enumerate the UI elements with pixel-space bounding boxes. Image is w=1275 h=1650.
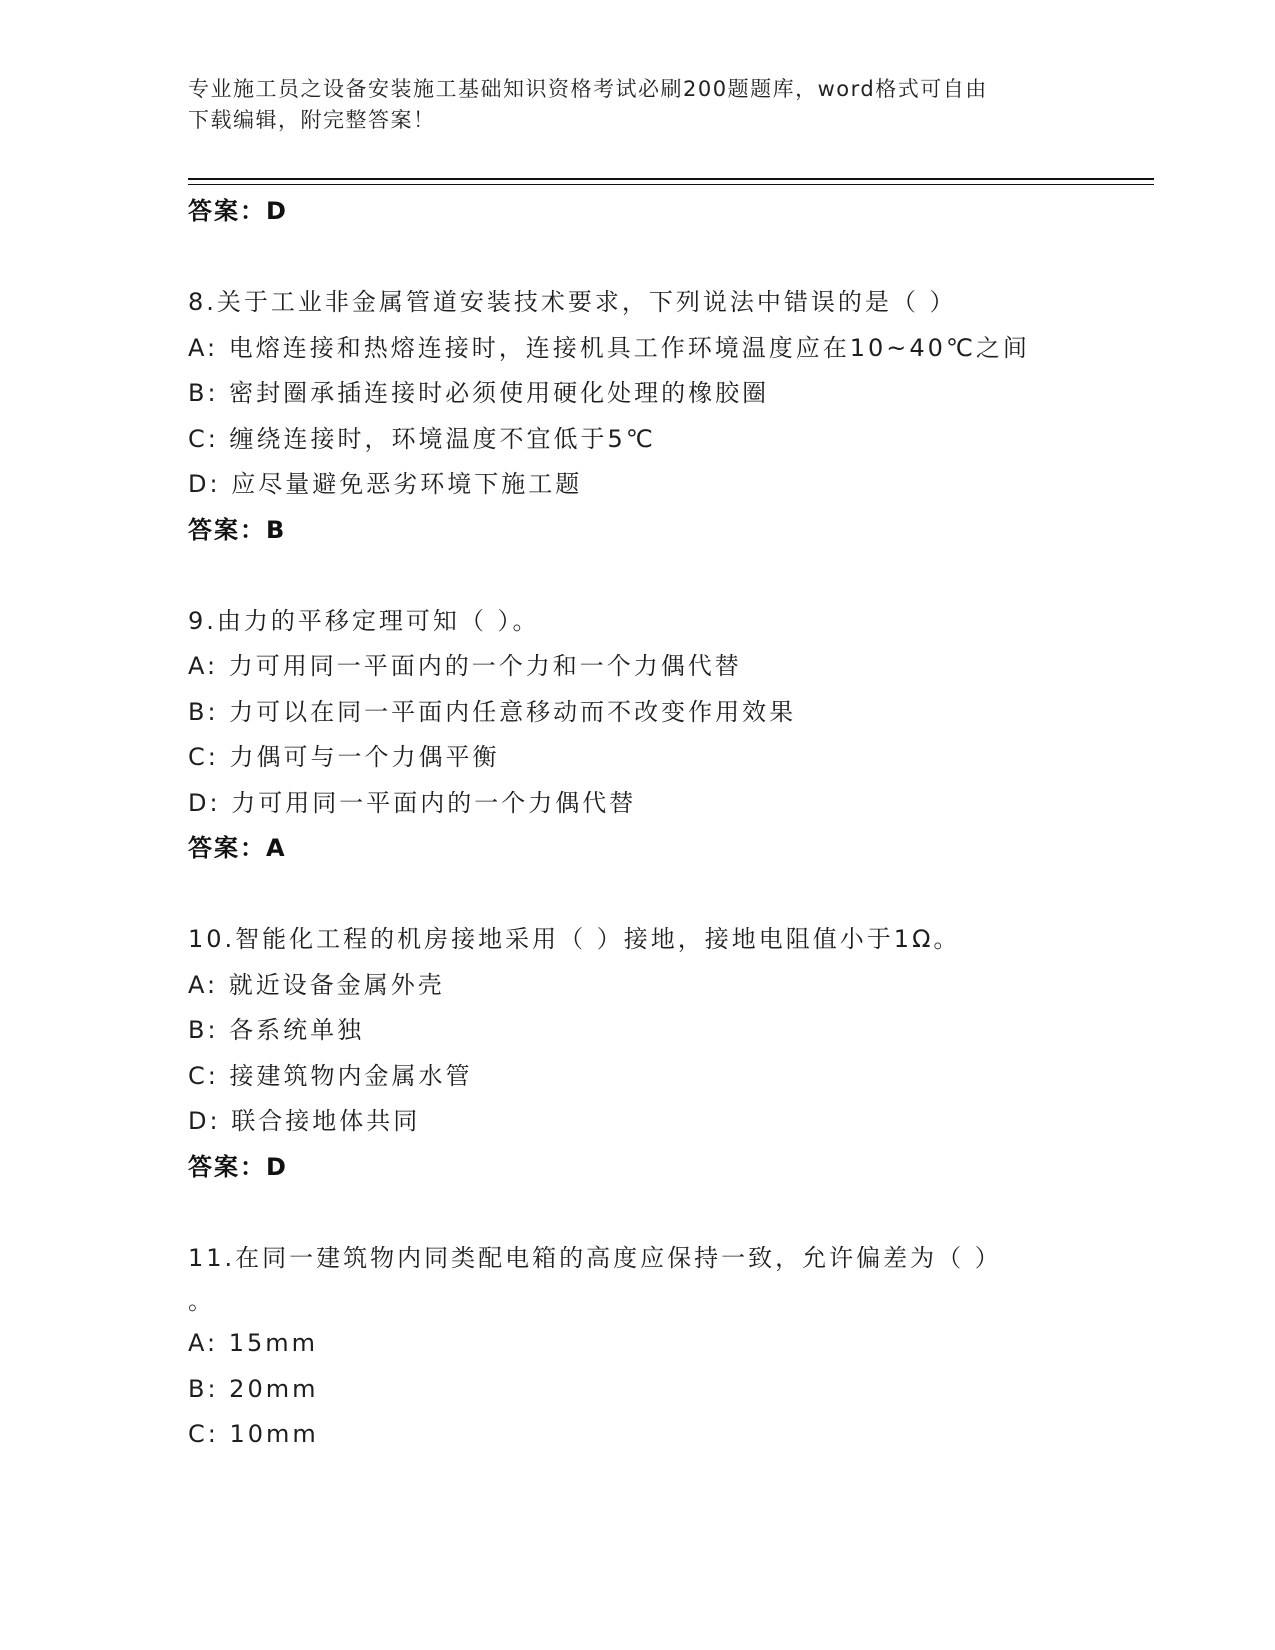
option-c: C: 缠绕连接时，环境温度不宜低于5℃ — [188, 424, 656, 453]
question-block-8 — [188, 280, 1154, 553]
option-b: B: 20mm — [188, 1374, 319, 1403]
option-b: B: 各系统单独 — [188, 1016, 365, 1044]
header-line-1: 专业施工员之设备安装施工基础知识资格考试必刷200题题库，word格式可自由 — [188, 77, 988, 101]
option-c: C: 力偶可与一个力偶平衡 — [188, 743, 500, 771]
question-block-11 — [188, 1236, 1154, 1458]
header-divider-thin — [188, 184, 1154, 185]
answer-line: 答案：B — [188, 515, 287, 544]
spacer — [188, 235, 1154, 281]
option-a: A: 电熔连接和热熔连接时，连接机具工作环境温度应在10~40℃之间 — [188, 333, 1030, 362]
option-b: B: 密封圈承插连接时必须使用硬化处理的橡胶圈 — [188, 379, 770, 407]
question-block-10 — [188, 917, 1154, 1190]
question-stem: 11.在同一建筑物内同类配电箱的高度应保持一致，允许偏差为（ ） — [188, 1243, 1002, 1272]
option-d: D: 力可用同一平面内的一个力偶代替 — [188, 788, 637, 817]
answer-line: 答案：D — [188, 1152, 288, 1181]
option-d: D: 联合接地体共同 — [188, 1107, 421, 1135]
option-a: A: 力可用同一平面内的一个力和一个力偶代替 — [188, 652, 742, 680]
answer-line: 答案：A — [188, 834, 287, 862]
question-stem: 9.由力的平移定理可知（ ）。 — [188, 606, 540, 635]
question-stem: 10.智能化工程的机房接地采用（ ）接地，接地电阻值小于1Ω。 — [188, 925, 961, 953]
spacer — [188, 553, 1154, 599]
spacer — [188, 872, 1154, 918]
option-c: C: 10mm — [188, 1420, 319, 1448]
answer-line: 答案：D — [188, 197, 288, 225]
option-a: A: 就近设备金属外壳 — [188, 970, 445, 999]
header-divider-thick — [188, 178, 1154, 180]
option-b: B: 力可以在同一平面内任意移动而不改变作用效果 — [188, 697, 797, 726]
option-a: A: 15mm — [188, 1329, 319, 1357]
document-body — [188, 189, 1154, 1458]
header-line-2: 下载编辑，附完整答案！ — [188, 108, 436, 132]
option-c: C: 接建筑物内金属水管 — [188, 1061, 473, 1090]
question-stem-continuation: 。 — [188, 1287, 215, 1315]
document-header — [188, 74, 1088, 136]
question-stem: 8.关于工业非金属管道安装技术要求，下列说法中错误的是（ ） — [188, 288, 957, 316]
question-block-9 — [188, 599, 1154, 872]
spacer — [188, 1190, 1154, 1236]
option-d: D: 应尽量避免恶劣环境下施工题 — [188, 470, 583, 498]
